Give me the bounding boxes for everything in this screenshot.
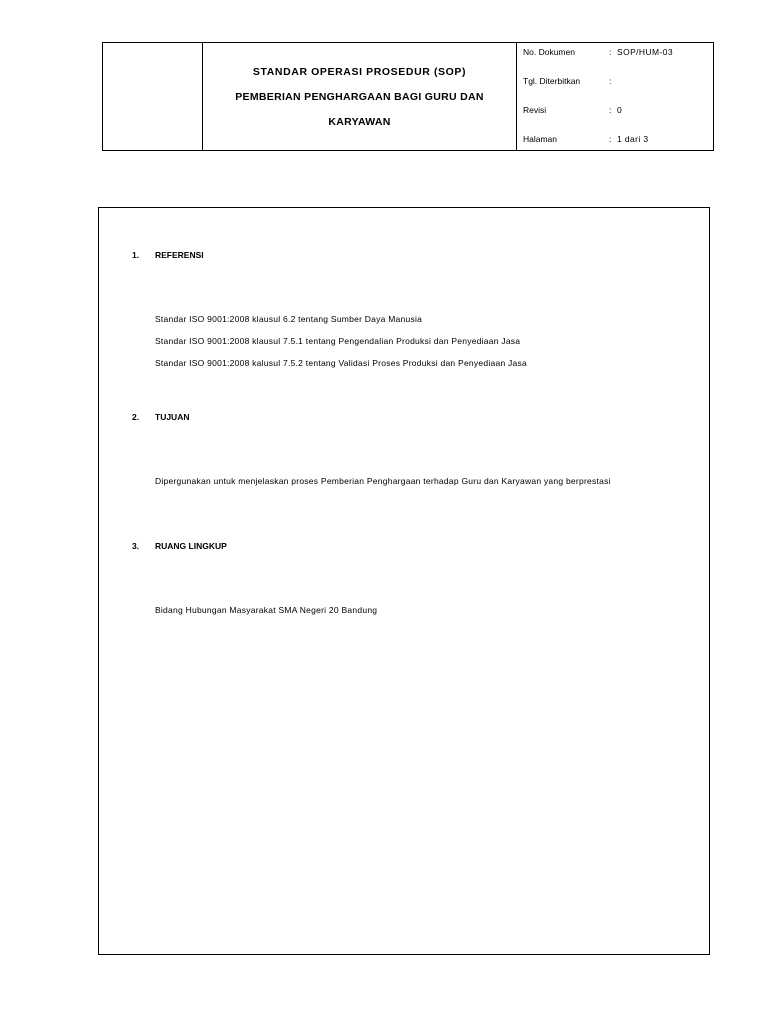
- title-cell: [203, 43, 517, 150]
- meta-row-doc-number: [523, 47, 709, 59]
- meta-row-page: [523, 134, 709, 146]
- logo-cell: [103, 43, 203, 150]
- document-header-table: [102, 42, 714, 151]
- meta-value: 0: [617, 105, 623, 115]
- document-body-frame: [98, 207, 710, 955]
- meta-separator: :: [609, 105, 612, 115]
- meta-row-revision: [523, 105, 709, 117]
- meta-label: Revisi: [523, 105, 547, 115]
- document-meta-cell: [517, 43, 713, 150]
- reference-line: Standar ISO 9001:2008 klausul 6.2 tentang Sumber Daya Manusia: [155, 314, 423, 324]
- meta-value: 1 dari 3: [617, 134, 649, 144]
- section-title: TUJUAN: [155, 412, 190, 422]
- meta-separator: :: [609, 47, 612, 57]
- section-number: 1.: [132, 250, 140, 260]
- reference-line: Standar ISO 9001:2008 kalusul 7.5.2 tentang Validasi Proses Produksi dan Penyediaan Jasa: [155, 358, 527, 368]
- meta-value: SOP/HUM-03: [617, 47, 673, 57]
- doc-title-line-2: PEMBERIAN PENGHARGAAN BAGI GURU DAN: [235, 91, 484, 103]
- doc-title-line-3: KARYAWAN: [328, 116, 391, 128]
- meta-separator: :: [609, 134, 612, 144]
- section-number: 2.: [132, 412, 140, 422]
- purpose-line: Dipergunakan untuk menjelaskan proses Pemberian Penghargaan terhadap Guru dan Karyawan yang berprestasi: [155, 476, 611, 486]
- meta-label: No. Dokumen: [523, 47, 575, 57]
- reference-line: Standar ISO 9001:2008 klausul 7.5.1 tentang Pengendalian Produksi dan Penyediaan Jasa: [155, 336, 521, 346]
- section-title: RUANG LINGKUP: [155, 541, 227, 551]
- scope-line: Bidang Hubungan Masyarakat SMA Negeri 20 Bandung: [155, 605, 378, 615]
- meta-separator: :: [609, 76, 612, 86]
- meta-row-issue-date: [523, 76, 709, 88]
- section-number: 3.: [132, 541, 140, 551]
- meta-label: Tgl. Diterbitkan: [523, 76, 581, 86]
- section-title: REFERENSI: [155, 250, 204, 260]
- doc-title-line-1: STANDAR OPERASI PROSEDUR (SOP): [252, 66, 467, 78]
- meta-label: Halaman: [523, 134, 558, 144]
